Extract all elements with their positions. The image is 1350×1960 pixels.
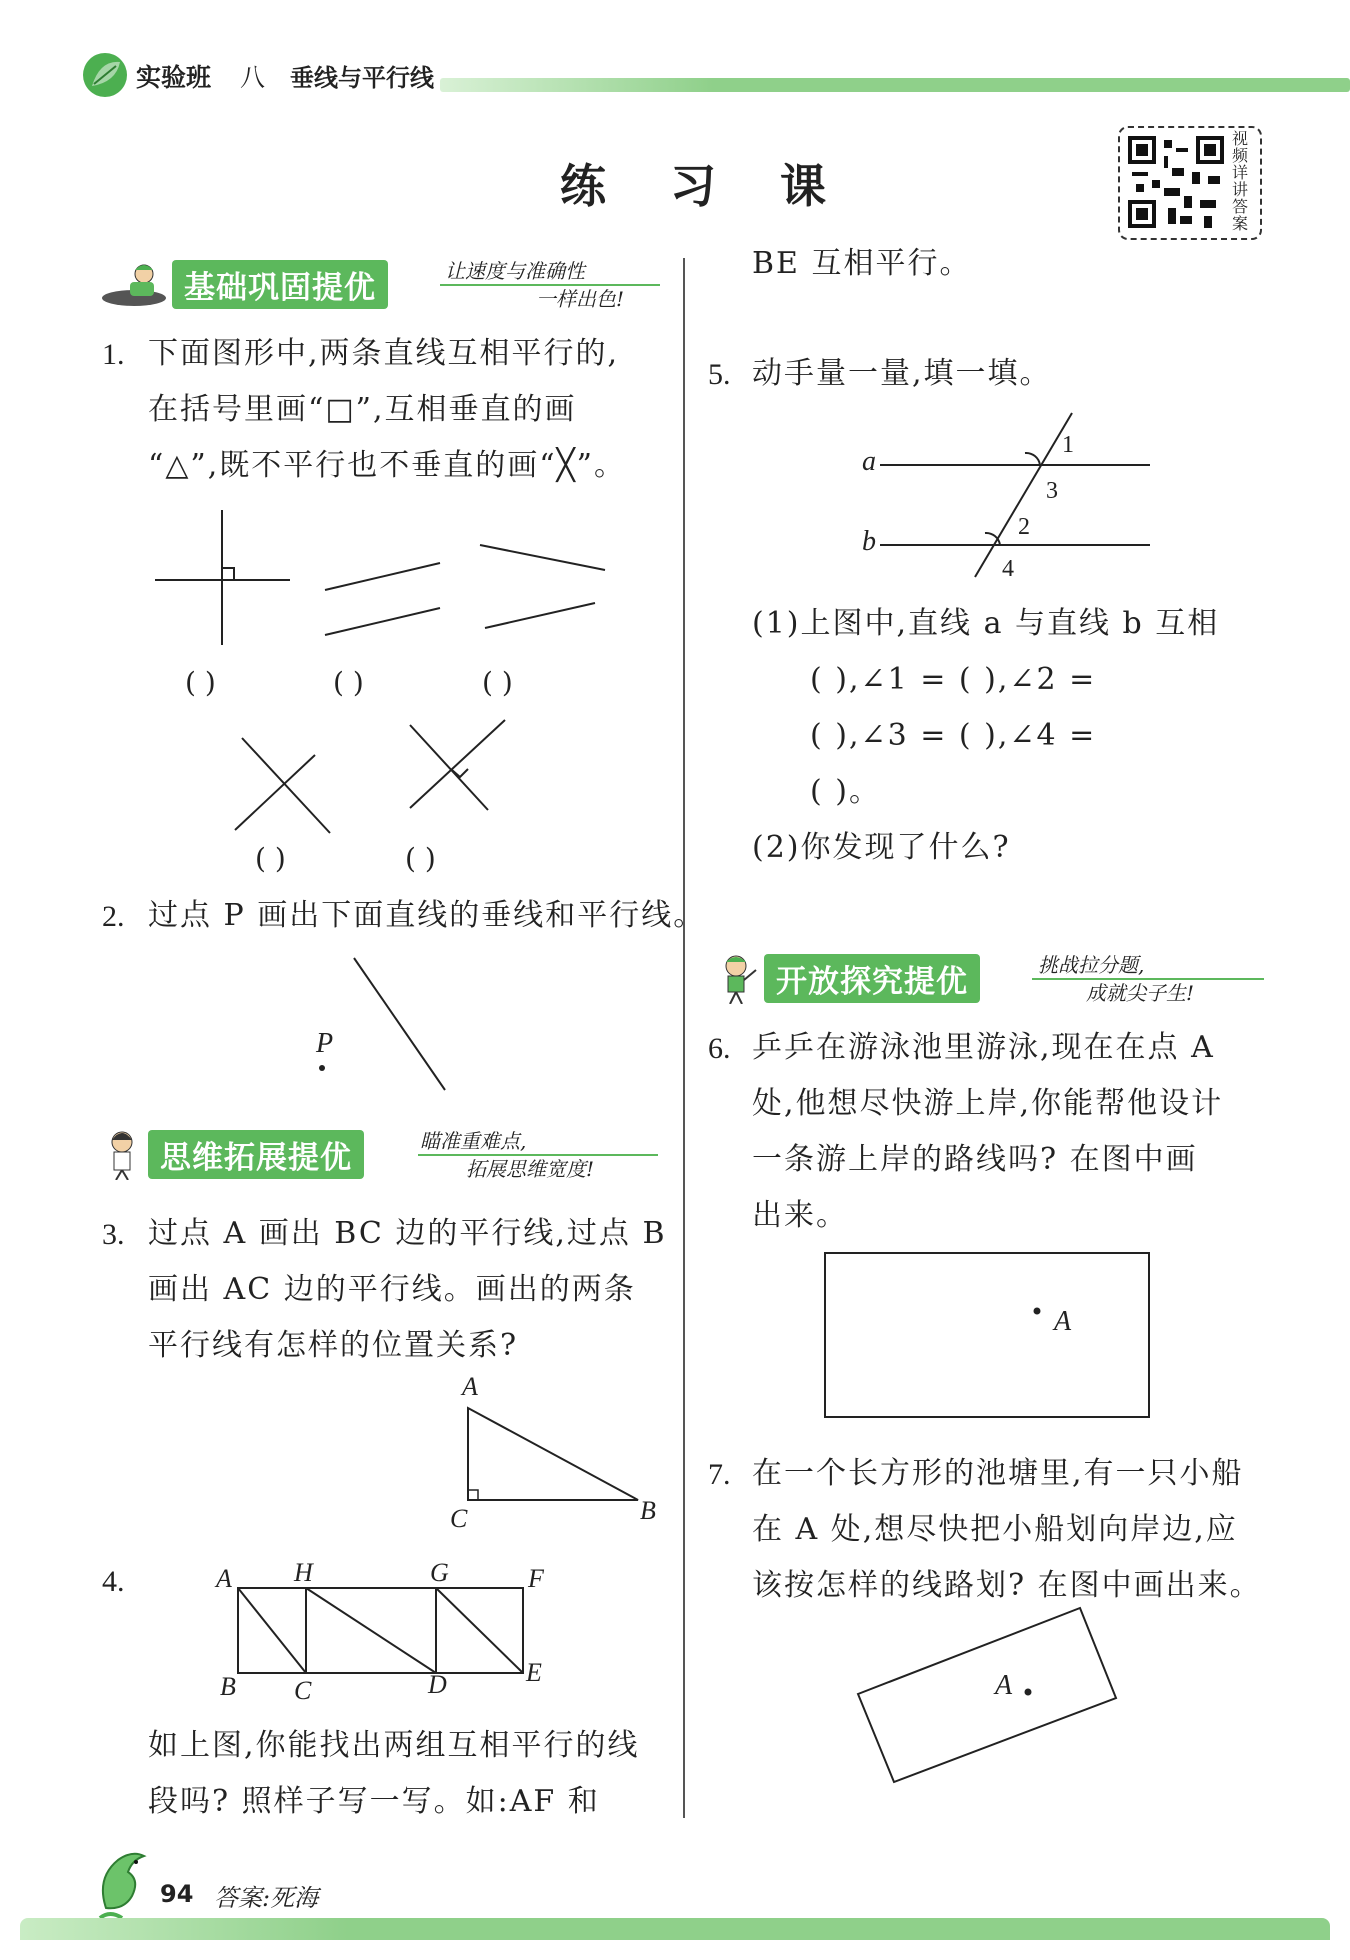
q6-number: 6. bbox=[708, 1032, 731, 1065]
girl-mascot-icon bbox=[100, 1128, 150, 1180]
q5-text: 动手量一量,填一填。 bbox=[752, 356, 1052, 391]
q1-text-2: 在括号里画“□”,互相垂直的画 bbox=[148, 392, 577, 427]
q6-text-3: 一条游上岸的路线吗? 在图中画 bbox=[752, 1142, 1198, 1177]
q1-figures bbox=[0, 0, 680, 900]
q4-label-h: H bbox=[294, 1558, 313, 1587]
q1-text-3: “△”,既不平行也不垂直的画“╳”。 bbox=[148, 448, 627, 483]
q7-point-label: A bbox=[995, 1670, 1013, 1701]
chapter-title: 垂线与平行线 bbox=[290, 64, 434, 92]
q1-answer-paren-4[interactable]: ( ) bbox=[255, 842, 286, 875]
q2-point-label: P bbox=[316, 1028, 334, 1059]
q6-text-1: 乒乒在游泳池里游泳,现在在点 A bbox=[752, 1030, 1215, 1065]
q5-angle-4: 4 bbox=[1002, 556, 1014, 582]
q4-label-e: E bbox=[526, 1658, 542, 1687]
footer-green-band bbox=[20, 1918, 1330, 1940]
q7-text-3: 该按怎样的线路划? 在图中画出来。 bbox=[752, 1568, 1262, 1603]
section-slogan-extend-2: 拓展思维宽度! bbox=[466, 1157, 595, 1181]
section-slogan-basic-2: 一样出色! bbox=[536, 287, 625, 311]
q5-label-a: a bbox=[862, 446, 876, 477]
q3-label-c: C bbox=[450, 1504, 468, 1533]
q1-text-1: 下面图形中,两条直线互相平行的, bbox=[148, 336, 620, 371]
q4-number: 4. bbox=[102, 1565, 125, 1598]
q1-answer-paren-1[interactable]: ( ) bbox=[185, 666, 216, 699]
q4-label-c: C bbox=[294, 1676, 312, 1705]
q6-text-2: 处,他想尽快游上岸,你能帮他设计 bbox=[752, 1086, 1224, 1121]
dolphin-icon bbox=[92, 1848, 154, 1928]
q2-text: 过点 P 画出下面直线的垂线和平行线。 bbox=[148, 898, 706, 933]
q5-label-b: b bbox=[862, 526, 876, 557]
q3-text-2: 画出 AC 边的平行线。画出的两条 bbox=[148, 1272, 636, 1307]
qr-code[interactable] bbox=[1118, 126, 1262, 240]
slogan-underline bbox=[418, 1154, 658, 1156]
q4-label-a: A bbox=[216, 1564, 232, 1593]
q4-figure bbox=[230, 1580, 530, 1680]
section-tag-basic: 基础巩固提优 bbox=[172, 260, 388, 309]
column-divider bbox=[683, 258, 685, 1818]
q6-text-4: 出来。 bbox=[752, 1198, 848, 1233]
section-tag-extend: 思维拓展提优 bbox=[148, 1130, 364, 1179]
q5-part1-line4[interactable]: ( )。 bbox=[810, 774, 881, 809]
q3-number: 3. bbox=[102, 1218, 125, 1251]
section-slogan-extend-1: 瞄准重难点, bbox=[420, 1129, 527, 1153]
q4-label-f: F bbox=[528, 1564, 544, 1593]
q5-angle-1: 1 bbox=[1062, 432, 1074, 458]
q5-angle-2: 2 bbox=[1018, 514, 1030, 540]
qr-label: 视频详讲答案 bbox=[1232, 129, 1249, 233]
section-tag-open: 开放探究提优 bbox=[764, 954, 980, 1003]
q4-label-g: G bbox=[430, 1558, 449, 1587]
q3-text-3: 平行线有怎样的位置关系? bbox=[148, 1328, 519, 1363]
q3-text-1: 过点 A 画出 BC 边的平行线,过点 B bbox=[148, 1216, 667, 1251]
q1-answer-paren-2[interactable]: ( ) bbox=[333, 666, 364, 699]
q6-pool-rect[interactable] bbox=[824, 1252, 1150, 1418]
q1-number: 1. bbox=[102, 338, 125, 371]
q5-part1-line3[interactable]: ( ),∠3 = ( ),∠4 = bbox=[810, 718, 1097, 753]
q2-number: 2. bbox=[102, 900, 125, 933]
section-slogan-basic-1: 让速度与准确性 bbox=[445, 259, 585, 283]
q4-label-d: D bbox=[428, 1670, 447, 1699]
q5-part2: (2)你发现了什么? bbox=[752, 830, 1011, 865]
answer-hint: 答案:死海 bbox=[214, 1884, 319, 1912]
q1-answer-paren-3[interactable]: ( ) bbox=[482, 666, 513, 699]
q1-answer-paren-5[interactable]: ( ) bbox=[405, 842, 436, 875]
q7-pond-rect[interactable] bbox=[850, 1600, 1130, 1790]
page-title: 练 习 课 bbox=[560, 159, 851, 213]
q4-label-b: B bbox=[220, 1672, 236, 1701]
brand-label: 实验班 bbox=[136, 63, 212, 92]
q4-text-3: BE 互相平行。 bbox=[752, 246, 972, 281]
q4-text-1: 如上图,你能找出两组互相平行的线 bbox=[148, 1728, 640, 1763]
q6-point-label: A bbox=[1054, 1306, 1072, 1337]
boy-mascot-icon bbox=[710, 952, 762, 1004]
q5-part1-line2[interactable]: ( ),∠1 = ( ),∠2 = bbox=[810, 662, 1097, 697]
q6-point-dot bbox=[1032, 1306, 1042, 1316]
q7-text-1: 在一个长方形的池塘里,有一只小船 bbox=[752, 1456, 1244, 1491]
q7-number: 7. bbox=[708, 1458, 731, 1491]
slogan-underline bbox=[1032, 978, 1264, 980]
section-slogan-open-2: 成就尖子生! bbox=[1086, 981, 1195, 1005]
q5-number: 5. bbox=[708, 358, 731, 391]
section-slogan-open-1: 挑战拉分题, bbox=[1038, 953, 1145, 977]
section-banner-extend bbox=[100, 1128, 660, 1181]
page-number: 94 bbox=[160, 1880, 194, 1908]
q4-text-2: 段吗? 照样子写一写。如:AF 和 bbox=[148, 1784, 600, 1819]
q3-label-b: B bbox=[640, 1496, 656, 1525]
q3-triangle bbox=[450, 1400, 650, 1510]
q2-figure bbox=[300, 950, 460, 1100]
q5-angle-3: 3 bbox=[1046, 478, 1058, 504]
q3-label-a: A bbox=[462, 1372, 478, 1401]
q7-text-2: 在 A 处,想尽快把小船划向岸边,应 bbox=[752, 1512, 1238, 1547]
qr-code-icon bbox=[1128, 136, 1224, 228]
section-banner-open bbox=[710, 952, 1270, 1005]
q5-part1-line1: (1)上图中,直线 a 与直线 b 互相 bbox=[752, 606, 1220, 641]
chapter-number: 八 bbox=[240, 63, 266, 92]
